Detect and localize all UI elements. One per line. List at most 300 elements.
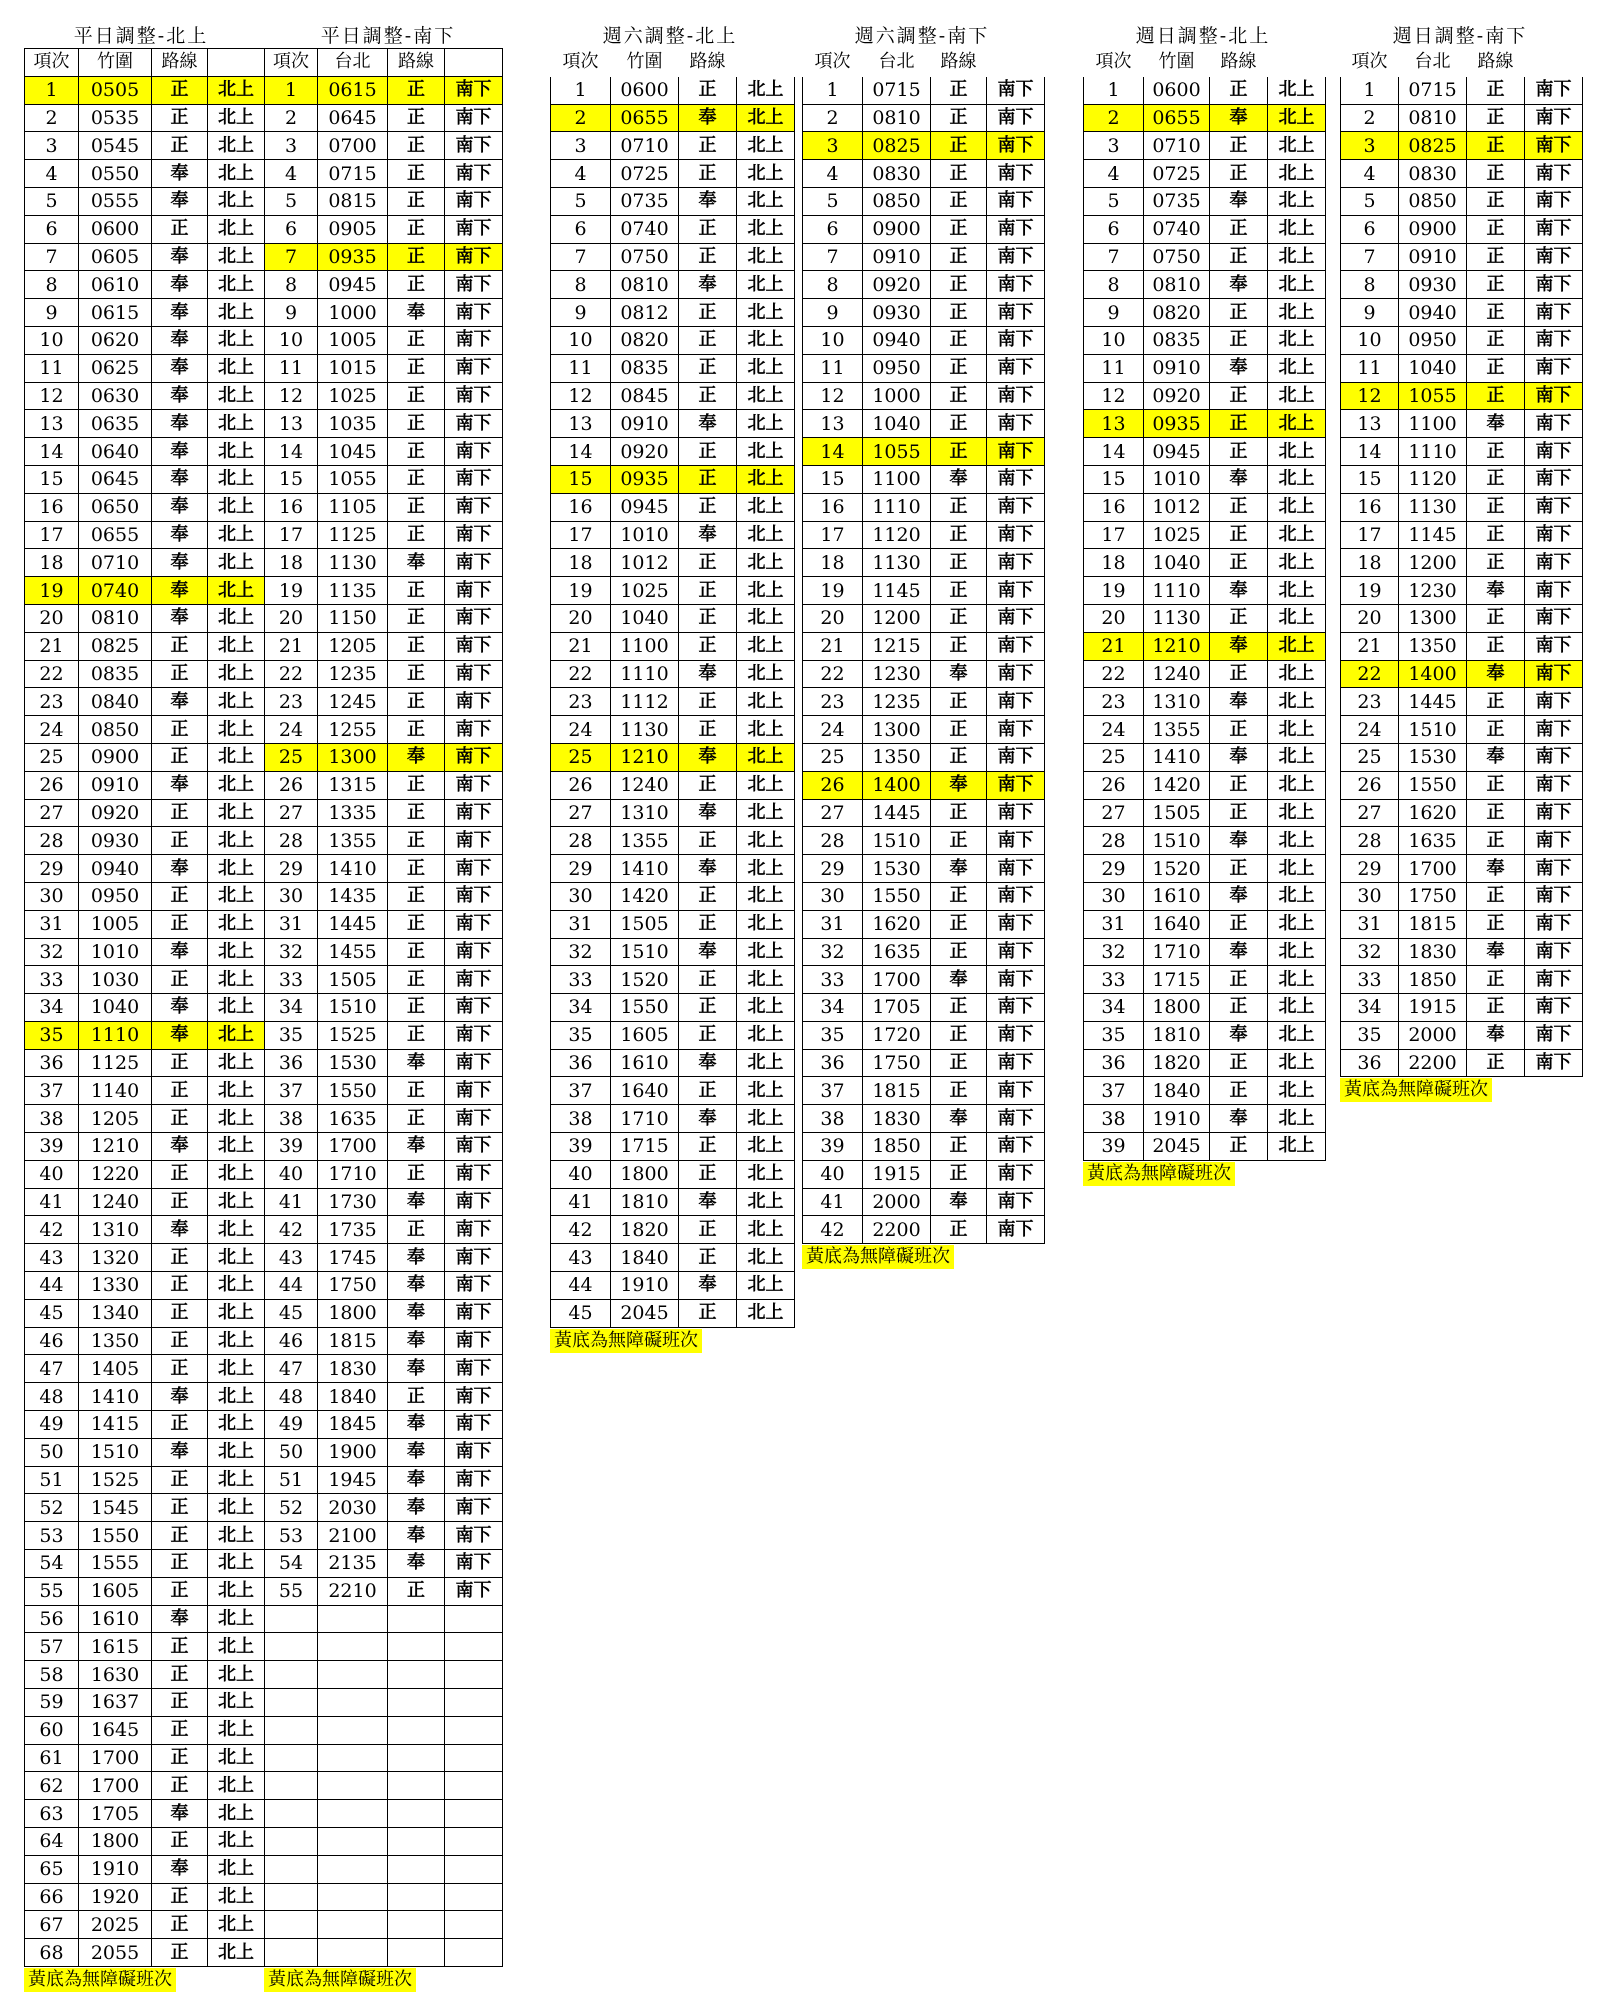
- row-number: 59: [25, 1689, 79, 1717]
- direction-cell: 南下: [987, 1216, 1045, 1244]
- departure-time: 1750: [318, 1272, 388, 1300]
- row-number: 36: [551, 1049, 611, 1077]
- row-number: 9: [265, 299, 318, 327]
- direction-cell: 北上: [737, 910, 795, 938]
- departure-time: 1310: [1144, 688, 1210, 716]
- departure-time: 1240: [1144, 660, 1210, 688]
- accessibility-note: 黃底為無障礙班次: [1083, 1162, 1235, 1186]
- row-number: 28: [265, 827, 318, 855]
- row-number: 11: [803, 354, 863, 382]
- route-code: 正: [931, 743, 987, 771]
- direction-cell: 南下: [987, 855, 1045, 883]
- route-code: 正: [152, 1049, 208, 1077]
- empty-cell: [265, 1828, 318, 1856]
- empty-cell: [445, 1633, 503, 1661]
- row-number: 13: [25, 410, 79, 438]
- route-code: 奉: [388, 1522, 445, 1550]
- row-number: 30: [1341, 882, 1399, 910]
- direction-cell: 北上: [1268, 1021, 1326, 1049]
- row-number: 11: [25, 354, 79, 382]
- row-number: 10: [803, 326, 863, 354]
- row-number: 41: [803, 1188, 863, 1216]
- direction-cell: 南下: [445, 1188, 503, 1216]
- direction-cell: 南下: [1525, 938, 1583, 966]
- departure-time: 1915: [1399, 994, 1467, 1022]
- route-code: 奉: [152, 1800, 208, 1828]
- departure-time: 1300: [1399, 604, 1467, 632]
- table-row: [551, 521, 795, 549]
- table-row: [803, 938, 1045, 966]
- route-code: 正: [679, 493, 737, 521]
- route-code: 奉: [152, 521, 208, 549]
- table-row: [551, 966, 795, 994]
- direction-cell: 北上: [208, 827, 265, 855]
- table-row: [265, 632, 503, 660]
- direction-cell: 南下: [1525, 855, 1583, 883]
- table-row: [25, 104, 265, 132]
- table-row: [25, 632, 265, 660]
- departure-time: 0640: [79, 438, 152, 466]
- row-number: 38: [1084, 1105, 1144, 1133]
- row-number: 28: [551, 827, 611, 855]
- row-number: 31: [1084, 910, 1144, 938]
- row-number: 16: [1084, 493, 1144, 521]
- row-number: 3: [265, 132, 318, 160]
- row-number: 2: [265, 104, 318, 132]
- departure-time: 2200: [1399, 1049, 1467, 1077]
- empty-row: [265, 1633, 503, 1661]
- route-code: 奉: [1210, 743, 1268, 771]
- departure-time: 0710: [1144, 132, 1210, 160]
- row-number: 48: [25, 1383, 79, 1411]
- direction-cell: 北上: [208, 354, 265, 382]
- direction-cell: 南下: [987, 104, 1045, 132]
- direction-cell: 北上: [208, 326, 265, 354]
- direction-cell: 北上: [208, 994, 265, 1022]
- row-number: 29: [265, 855, 318, 883]
- route-code: 正: [1210, 549, 1268, 577]
- table-row: [25, 1466, 265, 1494]
- row-number: 14: [25, 438, 79, 466]
- table-row: [265, 354, 503, 382]
- direction-cell: 北上: [737, 716, 795, 744]
- empty-row: [265, 1772, 503, 1800]
- departure-time: 1405: [79, 1355, 152, 1383]
- row-number: 37: [265, 1077, 318, 1105]
- route-code: 正: [152, 910, 208, 938]
- route-code: 正: [679, 1133, 737, 1161]
- direction-cell: 南下: [987, 799, 1045, 827]
- route-code: 正: [679, 1244, 737, 1272]
- direction-cell: 北上: [737, 1244, 795, 1272]
- table-row: [1084, 716, 1326, 744]
- row-number: 34: [803, 994, 863, 1022]
- table-row: [1341, 104, 1583, 132]
- route-code: 正: [1467, 187, 1525, 215]
- row-number: 46: [25, 1327, 79, 1355]
- direction-cell: 南下: [1525, 1049, 1583, 1077]
- route-code: 正: [679, 549, 737, 577]
- direction-cell: 北上: [737, 354, 795, 382]
- route-header: 路線: [689, 51, 726, 73]
- departure-time: 1012: [1144, 493, 1210, 521]
- route-code: 正: [679, 132, 737, 160]
- route-code: 正: [152, 1522, 208, 1550]
- table-row: [551, 1244, 795, 1272]
- direction-cell: 北上: [1268, 215, 1326, 243]
- table-row: [25, 1661, 265, 1689]
- row-number: 27: [25, 799, 79, 827]
- direction-cell: 南下: [987, 938, 1045, 966]
- route-code: 正: [388, 660, 445, 688]
- direction-cell: 北上: [208, 1327, 265, 1355]
- route-code: 奉: [1210, 882, 1268, 910]
- departure-time: 1610: [1144, 882, 1210, 910]
- route-code: 奉: [152, 493, 208, 521]
- route-code: 奉: [152, 410, 208, 438]
- direction-cell: 南下: [445, 549, 503, 577]
- table-row: [25, 410, 265, 438]
- departure-time: 0930: [1399, 271, 1467, 299]
- row-number: 43: [265, 1244, 318, 1272]
- direction-cell: 南下: [987, 994, 1045, 1022]
- route-code: 正: [388, 577, 445, 605]
- row-number: 30: [551, 882, 611, 910]
- route-code: 奉: [931, 966, 987, 994]
- departure-time: 1135: [318, 577, 388, 605]
- route-code: 正: [1467, 827, 1525, 855]
- table-row: [803, 827, 1045, 855]
- route-code: 正: [388, 994, 445, 1022]
- direction-cell: 北上: [737, 604, 795, 632]
- departure-time: 1230: [863, 660, 931, 688]
- direction-cell: 北上: [1268, 660, 1326, 688]
- route-code: 奉: [388, 1466, 445, 1494]
- empty-cell: [318, 1828, 388, 1856]
- departure-time: 1510: [611, 938, 679, 966]
- direction-cell: 北上: [1268, 994, 1326, 1022]
- table-row: [1084, 493, 1326, 521]
- empty-cell: [388, 1883, 445, 1911]
- direction-cell: 北上: [1268, 271, 1326, 299]
- route-code: 奉: [1467, 855, 1525, 883]
- direction-cell: 北上: [737, 549, 795, 577]
- empty-cell: [388, 1689, 445, 1717]
- route-code: 正: [679, 1077, 737, 1105]
- empty-cell: [318, 1855, 388, 1883]
- departure-time: 0655: [611, 104, 679, 132]
- direction-cell: 北上: [1268, 1105, 1326, 1133]
- row-number: 8: [25, 271, 79, 299]
- route-code: 奉: [1210, 632, 1268, 660]
- departure-time: 1750: [1399, 882, 1467, 910]
- table-row: [551, 771, 795, 799]
- route-code: 正: [1210, 410, 1268, 438]
- departure-time: 1800: [1144, 994, 1210, 1022]
- table-row: [551, 716, 795, 744]
- table-row: [1341, 827, 1583, 855]
- route-code: 奉: [388, 1411, 445, 1439]
- table-row: [1084, 1133, 1326, 1161]
- departure-time: 0900: [863, 215, 931, 243]
- departure-time: 1040: [611, 604, 679, 632]
- direction-cell: 北上: [1268, 382, 1326, 410]
- table-row: [25, 1550, 265, 1578]
- empty-cell: [318, 1772, 388, 1800]
- row-number: 13: [265, 410, 318, 438]
- direction-cell: 南下: [445, 1577, 503, 1605]
- route-code: 正: [388, 271, 445, 299]
- departure-time: 0615: [79, 299, 152, 327]
- table-row: [25, 521, 265, 549]
- empty-cell: [318, 1911, 388, 1939]
- direction-cell: 南下: [987, 410, 1045, 438]
- table-row: [1341, 966, 1583, 994]
- departure-time: 1215: [863, 632, 931, 660]
- table-row: [1341, 716, 1583, 744]
- table-row: [25, 660, 265, 688]
- table-row: [1341, 465, 1583, 493]
- direction-cell: 北上: [208, 1021, 265, 1049]
- route-code: 奉: [152, 855, 208, 883]
- empty-row: [265, 1605, 503, 1633]
- direction-cell: 北上: [1268, 299, 1326, 327]
- row-number: 40: [25, 1160, 79, 1188]
- route-code: 正: [679, 243, 737, 271]
- table-row: [265, 187, 503, 215]
- route-code: 正: [931, 493, 987, 521]
- direction-cell: 南下: [987, 1105, 1045, 1133]
- route-code: 正: [152, 132, 208, 160]
- row-number: 22: [25, 660, 79, 688]
- table-row: [551, 326, 795, 354]
- table-row: [25, 882, 265, 910]
- direction-cell: 北上: [208, 271, 265, 299]
- accessibility-note: 黃底為無障礙班次: [24, 1968, 176, 1992]
- header-row: [1341, 49, 1583, 77]
- table-row: [551, 1077, 795, 1105]
- table-row: [265, 1355, 503, 1383]
- departure-time: 0750: [1144, 243, 1210, 271]
- route-code: 奉: [1210, 465, 1268, 493]
- row-number: 43: [551, 1244, 611, 1272]
- row-number: 45: [25, 1299, 79, 1327]
- table-row: [1084, 132, 1326, 160]
- route-code: 正: [931, 299, 987, 327]
- table-row: [1084, 326, 1326, 354]
- row-number: 28: [1084, 827, 1144, 855]
- direction-cell: 北上: [208, 1855, 265, 1883]
- route-code: 奉: [1210, 354, 1268, 382]
- row-number: 24: [265, 716, 318, 744]
- row-number: 1: [265, 76, 318, 104]
- row-number: 6: [1084, 215, 1144, 243]
- departure-time: 2045: [1144, 1133, 1210, 1161]
- direction-cell: 北上: [737, 493, 795, 521]
- route-code: 正: [388, 493, 445, 521]
- route-code: 正: [931, 132, 987, 160]
- direction-cell: 南下: [1525, 493, 1583, 521]
- empty-cell: [265, 1883, 318, 1911]
- departure-time: 0850: [1399, 187, 1467, 215]
- direction-cell: 南下: [445, 160, 503, 188]
- route-code: 正: [1210, 326, 1268, 354]
- weekday-north-table: [24, 48, 265, 1967]
- table-row: [551, 910, 795, 938]
- row-number: 9: [803, 299, 863, 327]
- empty-cell: [445, 1939, 503, 1967]
- route-code: 正: [1210, 1133, 1268, 1161]
- route-code: 奉: [679, 1188, 737, 1216]
- row-number: 20: [265, 604, 318, 632]
- departure-time: 1410: [611, 855, 679, 883]
- departure-time: 1300: [318, 743, 388, 771]
- direction-cell: 北上: [208, 1744, 265, 1772]
- route-code: 奉: [388, 1049, 445, 1077]
- table-row: [265, 1299, 503, 1327]
- table-row: [25, 1689, 265, 1717]
- row-number: 27: [551, 799, 611, 827]
- departure-time: 0900: [1399, 215, 1467, 243]
- departure-time: 1910: [79, 1855, 152, 1883]
- route-code: 正: [388, 910, 445, 938]
- direction-cell: 北上: [208, 1494, 265, 1522]
- route-code: 正: [679, 438, 737, 466]
- departure-time: 1840: [318, 1383, 388, 1411]
- table-row: [25, 1883, 265, 1911]
- direction-cell: 北上: [737, 1049, 795, 1077]
- table-row: [265, 1438, 503, 1466]
- route-code: 正: [152, 716, 208, 744]
- direction-cell: 南下: [987, 966, 1045, 994]
- departure-time: 0820: [611, 326, 679, 354]
- table-row: [25, 1272, 265, 1300]
- direction-cell: 北上: [208, 882, 265, 910]
- empty-row: [265, 1883, 503, 1911]
- direction-cell: 南下: [445, 1438, 503, 1466]
- departure-time: 1505: [611, 910, 679, 938]
- departure-time: 0810: [1399, 104, 1467, 132]
- table-row: [25, 994, 265, 1022]
- table-row: [25, 76, 265, 104]
- table-row: [1084, 382, 1326, 410]
- table-row: [25, 549, 265, 577]
- route-code: 正: [931, 1077, 987, 1105]
- direction-cell: 北上: [1268, 604, 1326, 632]
- departure-time: 0715: [1399, 76, 1467, 104]
- route-code: 正: [152, 1744, 208, 1772]
- table-row: [25, 1577, 265, 1605]
- table-row: [25, 1077, 265, 1105]
- departure-time: 1530: [1399, 743, 1467, 771]
- route-code: 奉: [931, 1188, 987, 1216]
- departure-time: 1040: [1399, 354, 1467, 382]
- route-code: 奉: [388, 743, 445, 771]
- accessibility-note: 黃底為無障礙班次: [264, 1968, 416, 1992]
- departure-time: 0825: [79, 632, 152, 660]
- direction-cell: 北上: [1268, 187, 1326, 215]
- route-code: 正: [931, 382, 987, 410]
- table-row: [265, 1188, 503, 1216]
- direction-cell: 北上: [208, 1522, 265, 1550]
- route-code: 奉: [152, 1021, 208, 1049]
- departure-time: 1637: [79, 1689, 152, 1717]
- row-number: 47: [265, 1355, 318, 1383]
- departure-time: 1400: [863, 771, 931, 799]
- departure-time: 1640: [1144, 910, 1210, 938]
- direction-cell: 南下: [987, 521, 1045, 549]
- direction-cell: 北上: [208, 1828, 265, 1856]
- departure-time: 0635: [79, 410, 152, 438]
- direction-cell: 北上: [1268, 326, 1326, 354]
- route-code: 奉: [679, 410, 737, 438]
- direction-cell: 北上: [208, 1383, 265, 1411]
- route-code: 正: [152, 827, 208, 855]
- direction-cell: 南下: [1525, 354, 1583, 382]
- route-code: 奉: [679, 743, 737, 771]
- departure-time: 1945: [318, 1466, 388, 1494]
- direction-cell: 北上: [208, 243, 265, 271]
- row-number: 15: [1341, 465, 1399, 493]
- empty-cell: [265, 1744, 318, 1772]
- route-code: 正: [931, 688, 987, 716]
- departure-time: 2030: [318, 1494, 388, 1522]
- route-code: 正: [388, 1160, 445, 1188]
- departure-time: 1900: [318, 1438, 388, 1466]
- route-code: 正: [1467, 716, 1525, 744]
- empty-cell: [445, 1689, 503, 1717]
- route-code: 正: [388, 771, 445, 799]
- departure-time: 1505: [318, 966, 388, 994]
- row-number: 7: [265, 243, 318, 271]
- departure-time: 1000: [863, 382, 931, 410]
- row-number: 35: [265, 1021, 318, 1049]
- direction-cell: 北上: [1268, 1133, 1326, 1161]
- row-number: 31: [25, 910, 79, 938]
- route-code: 正: [388, 187, 445, 215]
- route-code: 奉: [388, 1550, 445, 1578]
- table-row: [551, 465, 795, 493]
- departure-time: 1750: [863, 1049, 931, 1077]
- route-code: 正: [152, 799, 208, 827]
- row-number: 18: [551, 549, 611, 577]
- row-number: 16: [803, 493, 863, 521]
- departure-time: 0945: [318, 271, 388, 299]
- route-code: 正: [1210, 438, 1268, 466]
- route-code: 正: [388, 1077, 445, 1105]
- row-number: 2: [1341, 104, 1399, 132]
- direction-cell: 南下: [445, 1216, 503, 1244]
- departure-time: 0845: [611, 382, 679, 410]
- direction-cell: 南下: [445, 882, 503, 910]
- departure-time: 1735: [318, 1216, 388, 1244]
- row-number: 27: [265, 799, 318, 827]
- direction-cell: 南下: [445, 1466, 503, 1494]
- direction-cell: 北上: [208, 104, 265, 132]
- route-code: 正: [152, 1550, 208, 1578]
- row-number: 21: [551, 632, 611, 660]
- departure-time: 2200: [863, 1216, 931, 1244]
- empty-cell: [318, 1883, 388, 1911]
- direction-cell: 南下: [987, 1188, 1045, 1216]
- weekday-south-group: [264, 24, 512, 1992]
- departure-time: 0630: [79, 382, 152, 410]
- table-row: [803, 132, 1045, 160]
- direction-cell: 北上: [208, 1466, 265, 1494]
- accessibility-note: 黃底為無障礙班次: [550, 1329, 702, 1353]
- direction-cell: 北上: [208, 1105, 265, 1133]
- row-number: 27: [1084, 799, 1144, 827]
